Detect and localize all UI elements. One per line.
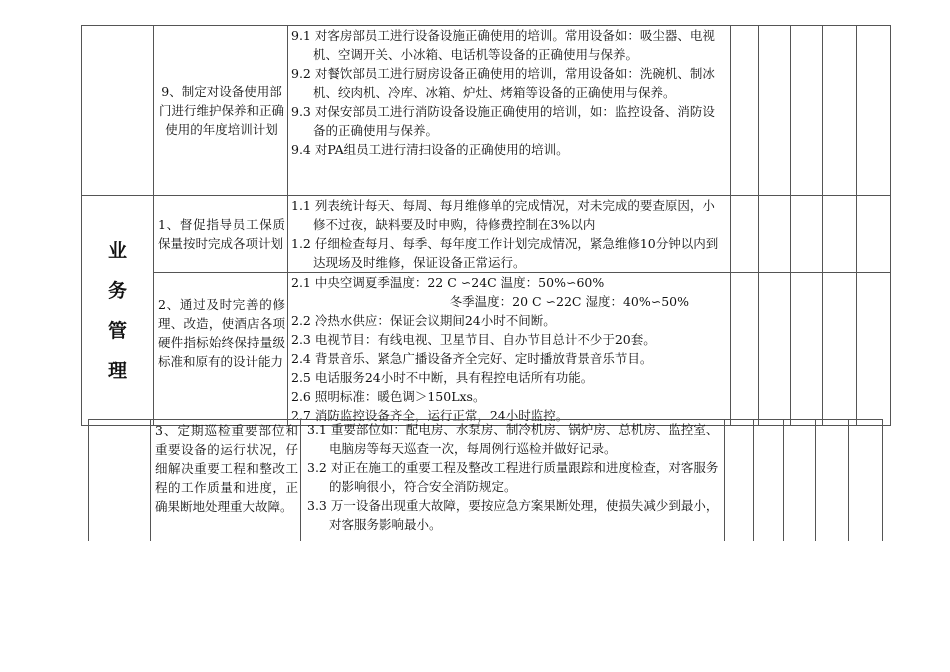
detail-cell [288,26,731,196]
detail-cell [288,273,731,426]
category-char: 管 [107,319,127,342]
item-text: 2、通过及时完善的修理、改造，使酒店各项硬件指标始终保持量级标准和原有的设计能力 [158,297,285,369]
score-cell [857,273,891,426]
detail-line: 2.4 背景音乐、紧急广播设备齐全完好、定时播放背景音乐节目。 [291,351,653,366]
score-cell [791,273,823,426]
category-char: 业 [107,239,127,262]
item-text: 3、定期巡检重要部位和重要设备的运行状况，仔细解决重要工程和整改工程的工作质量和进度，正确果断地处理重大故障。 [155,423,298,514]
plan-table-upper [81,25,891,426]
score-cell [823,26,857,196]
score-cell [731,273,759,426]
plan-table-lower [88,419,883,541]
detail-line: 2.1 中央空调夏季温度：22 C ∽24C 温度：50%∽60% [291,275,605,290]
item-cell [154,196,288,273]
score-cell [731,196,759,273]
item-cell [154,26,288,196]
score-cell [857,26,891,196]
category-cell-empty [89,420,151,541]
score-cell [791,196,823,273]
detail-line: 冬季温度：20 C ∽22C 湿度：40%∽50% [449,294,689,309]
detail-line: 3.1 重要部位如：配电房、水泵房、制冷机房、锅炉房、总机房、监控室、电脑房等每天巡查一次，每周例行巡检并做好记录。 [307,422,719,456]
detail-line: 2.6 照明标准：暖色调＞150Lxs。 [291,389,486,404]
detail-line: 9.2 对餐饮部员工进行厨房设备正确使用的培训，常用设备如：洗碗机、制冰机、绞肉机、冷库、冰箱、炉灶、烤箱等设备的正确使用与保养。 [291,66,715,100]
score-cell [857,196,891,273]
score-cell [759,196,791,273]
table-row [89,420,883,541]
score-cell [759,26,791,196]
table-row [82,26,891,196]
detail-line: 3.2 对正在施工的重要工程及整改工程进行质量跟踪和进度检查，对客服务的影响很小，符合安全消防规定。 [307,460,719,494]
score-cell [725,420,754,541]
item-text: 9、制定对设备使用部门进行维护保养和正确使用的年度培训计划 [158,84,284,137]
item-text: 1、督促指导员工保质保量按时完成各项计划 [158,217,285,251]
item-cell [154,273,288,426]
score-cell [816,420,849,541]
score-cell [791,26,823,196]
score-cell [759,273,791,426]
detail-line: 9.4 对PA组员工进行清扫设备的正确使用的培训。 [291,142,569,157]
detail-line: 1.1 列表统计每天、每周、每月维修单的完成情况，对未完成的要查原因，小修不过夜，缺料要及时申购，待修费控制在3%以内 [291,198,715,232]
score-cell [784,420,816,541]
detail-line: 2.7 消防监控设备齐全，运行正常，24小时监控。 [291,408,569,423]
detail-line: 3.3 万一设备出现重大故障，要按应急方案果断处理，使损失减少到最小，对客服务影响最小。 [307,498,719,532]
detail-line: 2.5 电话服务24小时不中断，具有程控电话所有功能。 [291,370,594,385]
detail-line: 1.2 仔细检查每月、每季、每年度工作计划完成情况，紧急维修10分钟以内到达现场及时维修，保证设备正常运行。 [291,236,719,270]
score-cell [823,196,857,273]
item-cell [151,420,301,541]
detail-line: 9.1 对客房部员工进行设备设施正确使用的培训。常用设备如：吸尘器、电视机、空调开关、小冰箱、电话机等设备的正确使用与保养。 [291,28,715,62]
category-cell [82,196,154,426]
detail-cell [288,196,731,273]
score-cell [849,420,883,541]
category-char: 务 [107,279,127,302]
score-cell [731,26,759,196]
detail-cell [301,420,725,541]
detail-line: 9.3 对保安部员工进行消防设备设施正确使用的培训，如：监控设备、消防设备的正确使用与保养。 [291,104,715,138]
category-cell-empty [82,26,154,196]
category-char: 理 [107,359,127,382]
table-row [82,273,891,426]
table-row [82,196,891,273]
score-cell [754,420,784,541]
detail-line: 2.2 冷热水供应：保证会议期间24小时不间断。 [291,313,556,328]
detail-line: 2.3 电视节目：有线电视、卫星节目、自办节目总计不少于20套。 [291,332,656,347]
score-cell [823,273,857,426]
